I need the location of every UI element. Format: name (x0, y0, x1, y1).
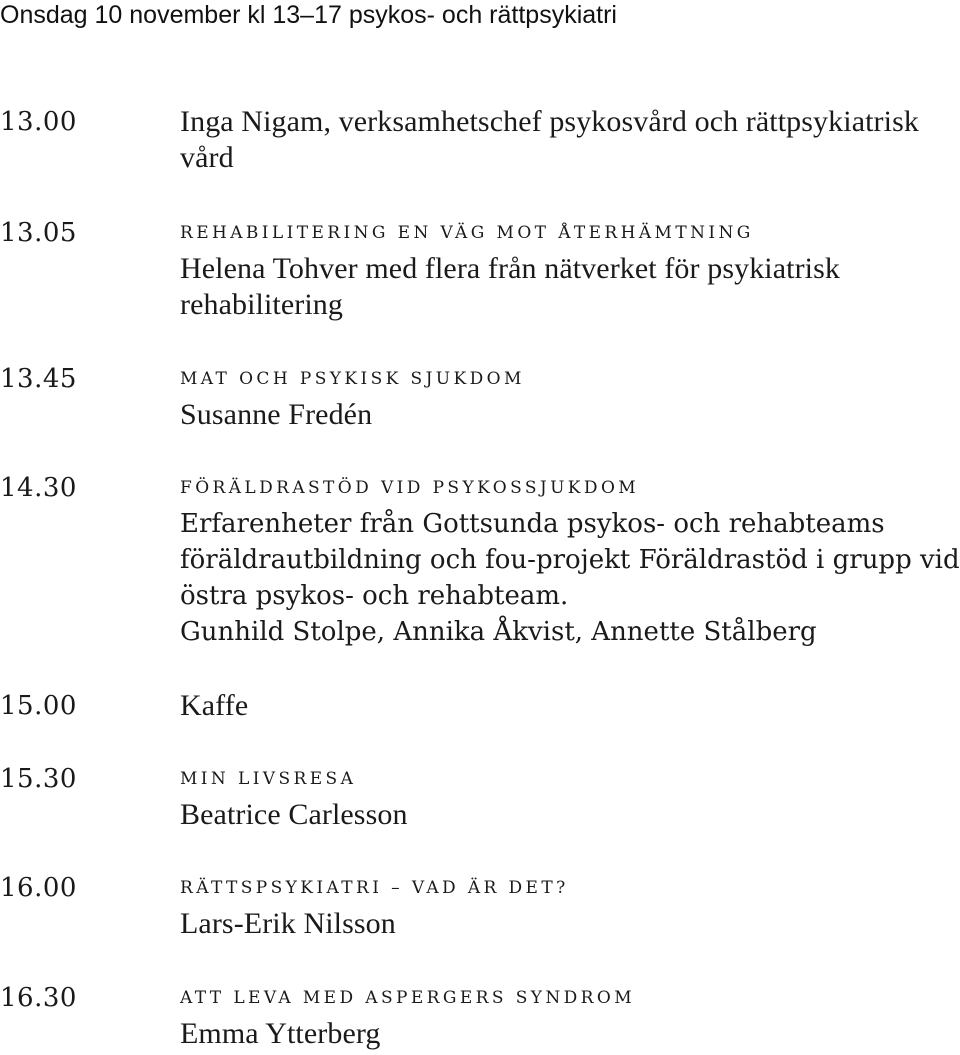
program-title: MIN LIVSRESA (180, 769, 357, 789)
program-text-line: vård (180, 141, 234, 174)
program-title: ATT LEVA MED ASPERGERS SYNDROM (180, 988, 636, 1008)
program-time: 15.00 (0, 691, 77, 721)
program-text-line: Inga Nigam, verksamhetschef psykosvård och rättpsykiatrisk (180, 105, 919, 138)
page-heading: Onsdag 10 november kl 13–17 psykos- och rättpsykiatri (0, 1, 617, 29)
program-content (180, 470, 960, 650)
program-content (180, 215, 955, 323)
program-content (180, 361, 955, 433)
program-text-line: rehabilitering (180, 288, 344, 321)
program-text-line: Emma Ytterberg (180, 1017, 381, 1050)
program-title: RÄTTSPSYKIATRI – VAD ÄR DET? (180, 878, 569, 898)
program-content (180, 761, 955, 833)
program-content (180, 870, 955, 942)
program-time: 13.00 (0, 107, 77, 137)
program-time: 13.45 (0, 364, 77, 394)
program-title: MAT OCH PSYKISK SJUKDOM (180, 369, 525, 389)
program-text-line: östra psykos- och rehabteam. (180, 581, 569, 611)
program-text-line: Beatrice Carlesson (180, 798, 408, 831)
program-time: 15.30 (0, 764, 77, 794)
program-text-line: Erfarenheter från Gottsunda psykos- och rehabteams (180, 509, 885, 539)
program-title: REHABILITERING EN VÄG MOT ÅTERHÄMTNING (180, 223, 754, 243)
program-time: 13.05 (0, 218, 77, 248)
program-text-line: Lars-Erik Nilsson (180, 907, 396, 940)
program-time: 16.30 (0, 983, 77, 1013)
program-text-line: Kaffe (180, 689, 249, 722)
program-title: FÖRÄLDRASTÖD VID PSYKOSSJUKDOM (180, 478, 640, 498)
program-text-line: Gunhild Stolpe, Annika Åkvist, Annette Stålberg (180, 617, 817, 647)
program-time: 14.30 (0, 473, 77, 503)
program-text-line: Susanne Fredén (180, 398, 373, 431)
program-time: 16.00 (0, 873, 77, 903)
program-content (180, 688, 955, 724)
program-content (180, 104, 955, 176)
program-text-line: föräldrautbildning och fou-projekt Föräldrastöd i grupp vid (180, 545, 960, 575)
program-text-line: Helena Tohver med flera från nätverket för psykiatrisk (180, 252, 840, 285)
program-content (180, 980, 955, 1052)
